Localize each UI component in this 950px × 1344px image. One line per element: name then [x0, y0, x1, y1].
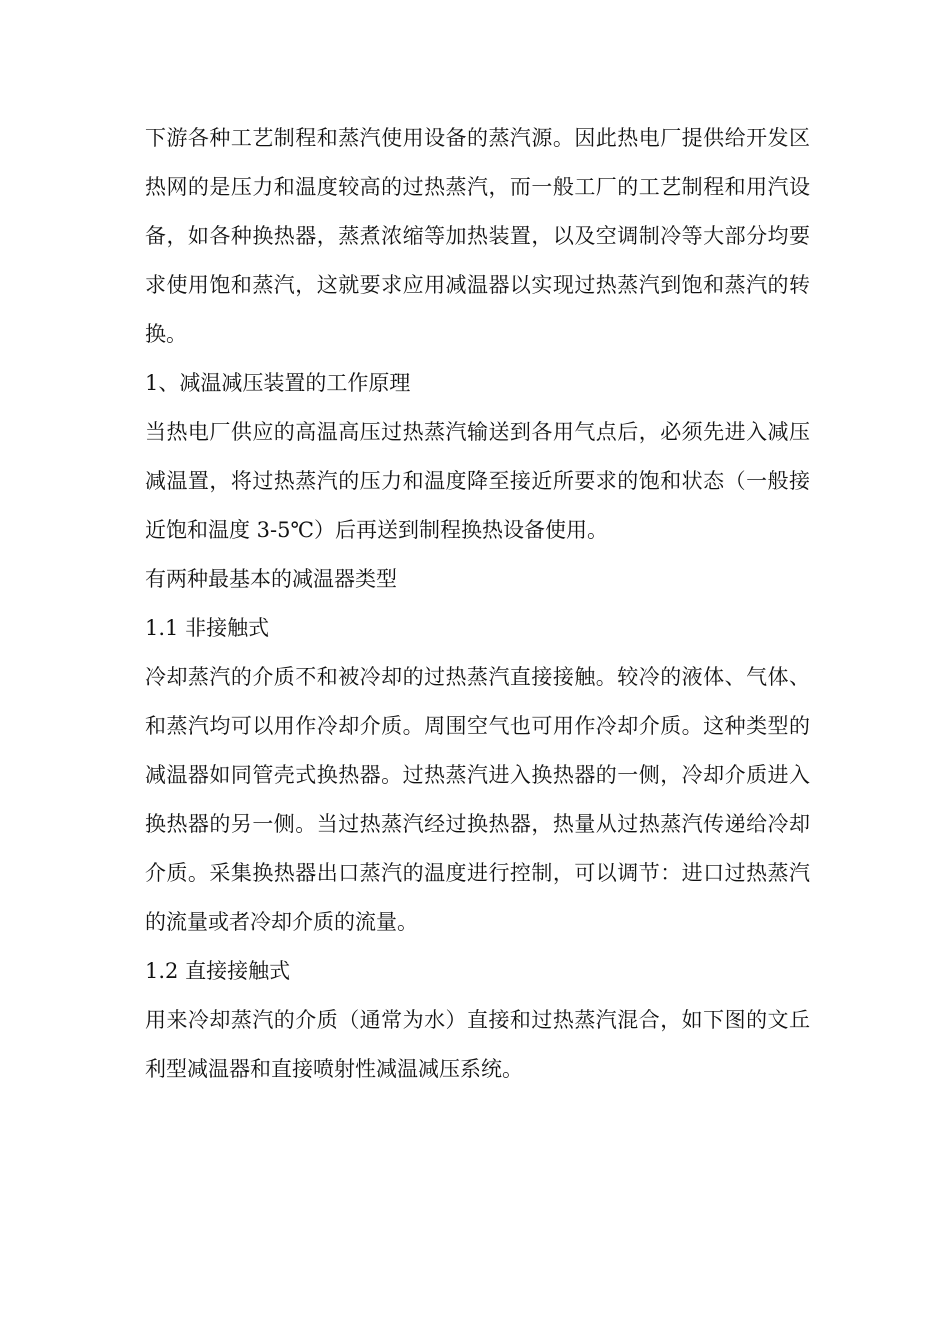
paragraph-two-types: 有两种最基本的减温器类型 — [145, 567, 397, 591]
paragraph-direct-contact: 用来冷却蒸汽的介质（通常为水）直接和过热蒸汽混合，如下图的文丘利型减温器和直接喷射性减温减压系统。 — [145, 1008, 810, 1081]
document-body — [145, 114, 810, 1094]
section-heading-1-1: 1.1 非接触式 — [145, 616, 270, 640]
section-heading-1: 1、减温减压装置的工作原理 — [145, 371, 411, 395]
paragraph-non-contact: 冷却蒸汽的介质不和被冷却的过热蒸汽直接接触。较冷的液体、气体、和蒸汽均可以用作冷却介质。周围空气也可用作冷却介质。这种类型的减温器如同管壳式换热器。过热蒸汽进入换热器的一侧，冷却介质进入换热器的另一侧。当过热蒸汽经过换热器，热量从过热蒸汽传递给冷却介质。采集换热器出口蒸汽的温度进行控制，可以调节：进口过热蒸汽的流量或者冷却介质的流量。 — [145, 665, 810, 934]
paragraph-working-principle: 当热电厂供应的高温高压过热蒸汽输送到各用气点后，必须先进入减压减温置，将过热蒸汽的压力和温度降至接近所要求的饱和状态（一般接近饱和温度 3-5℃）后再送到制程换热设备使用。 — [145, 420, 810, 542]
paragraph-intro: 下游各种工艺制程和蒸汽使用设备的蒸汽源。因此热电厂提供给开发区热网的是压力和温度较高的过热蒸汽，而一般工厂的工艺制程和用汽设备，如各种换热器，蒸煮浓缩等加热装置，以及空调制冷等大部分均要求使用饱和蒸汽，这就要求应用减温器以实现过热蒸汽到饱和蒸汽的转换。 — [145, 126, 810, 346]
section-heading-1-2: 1.2 直接接触式 — [145, 959, 291, 983]
